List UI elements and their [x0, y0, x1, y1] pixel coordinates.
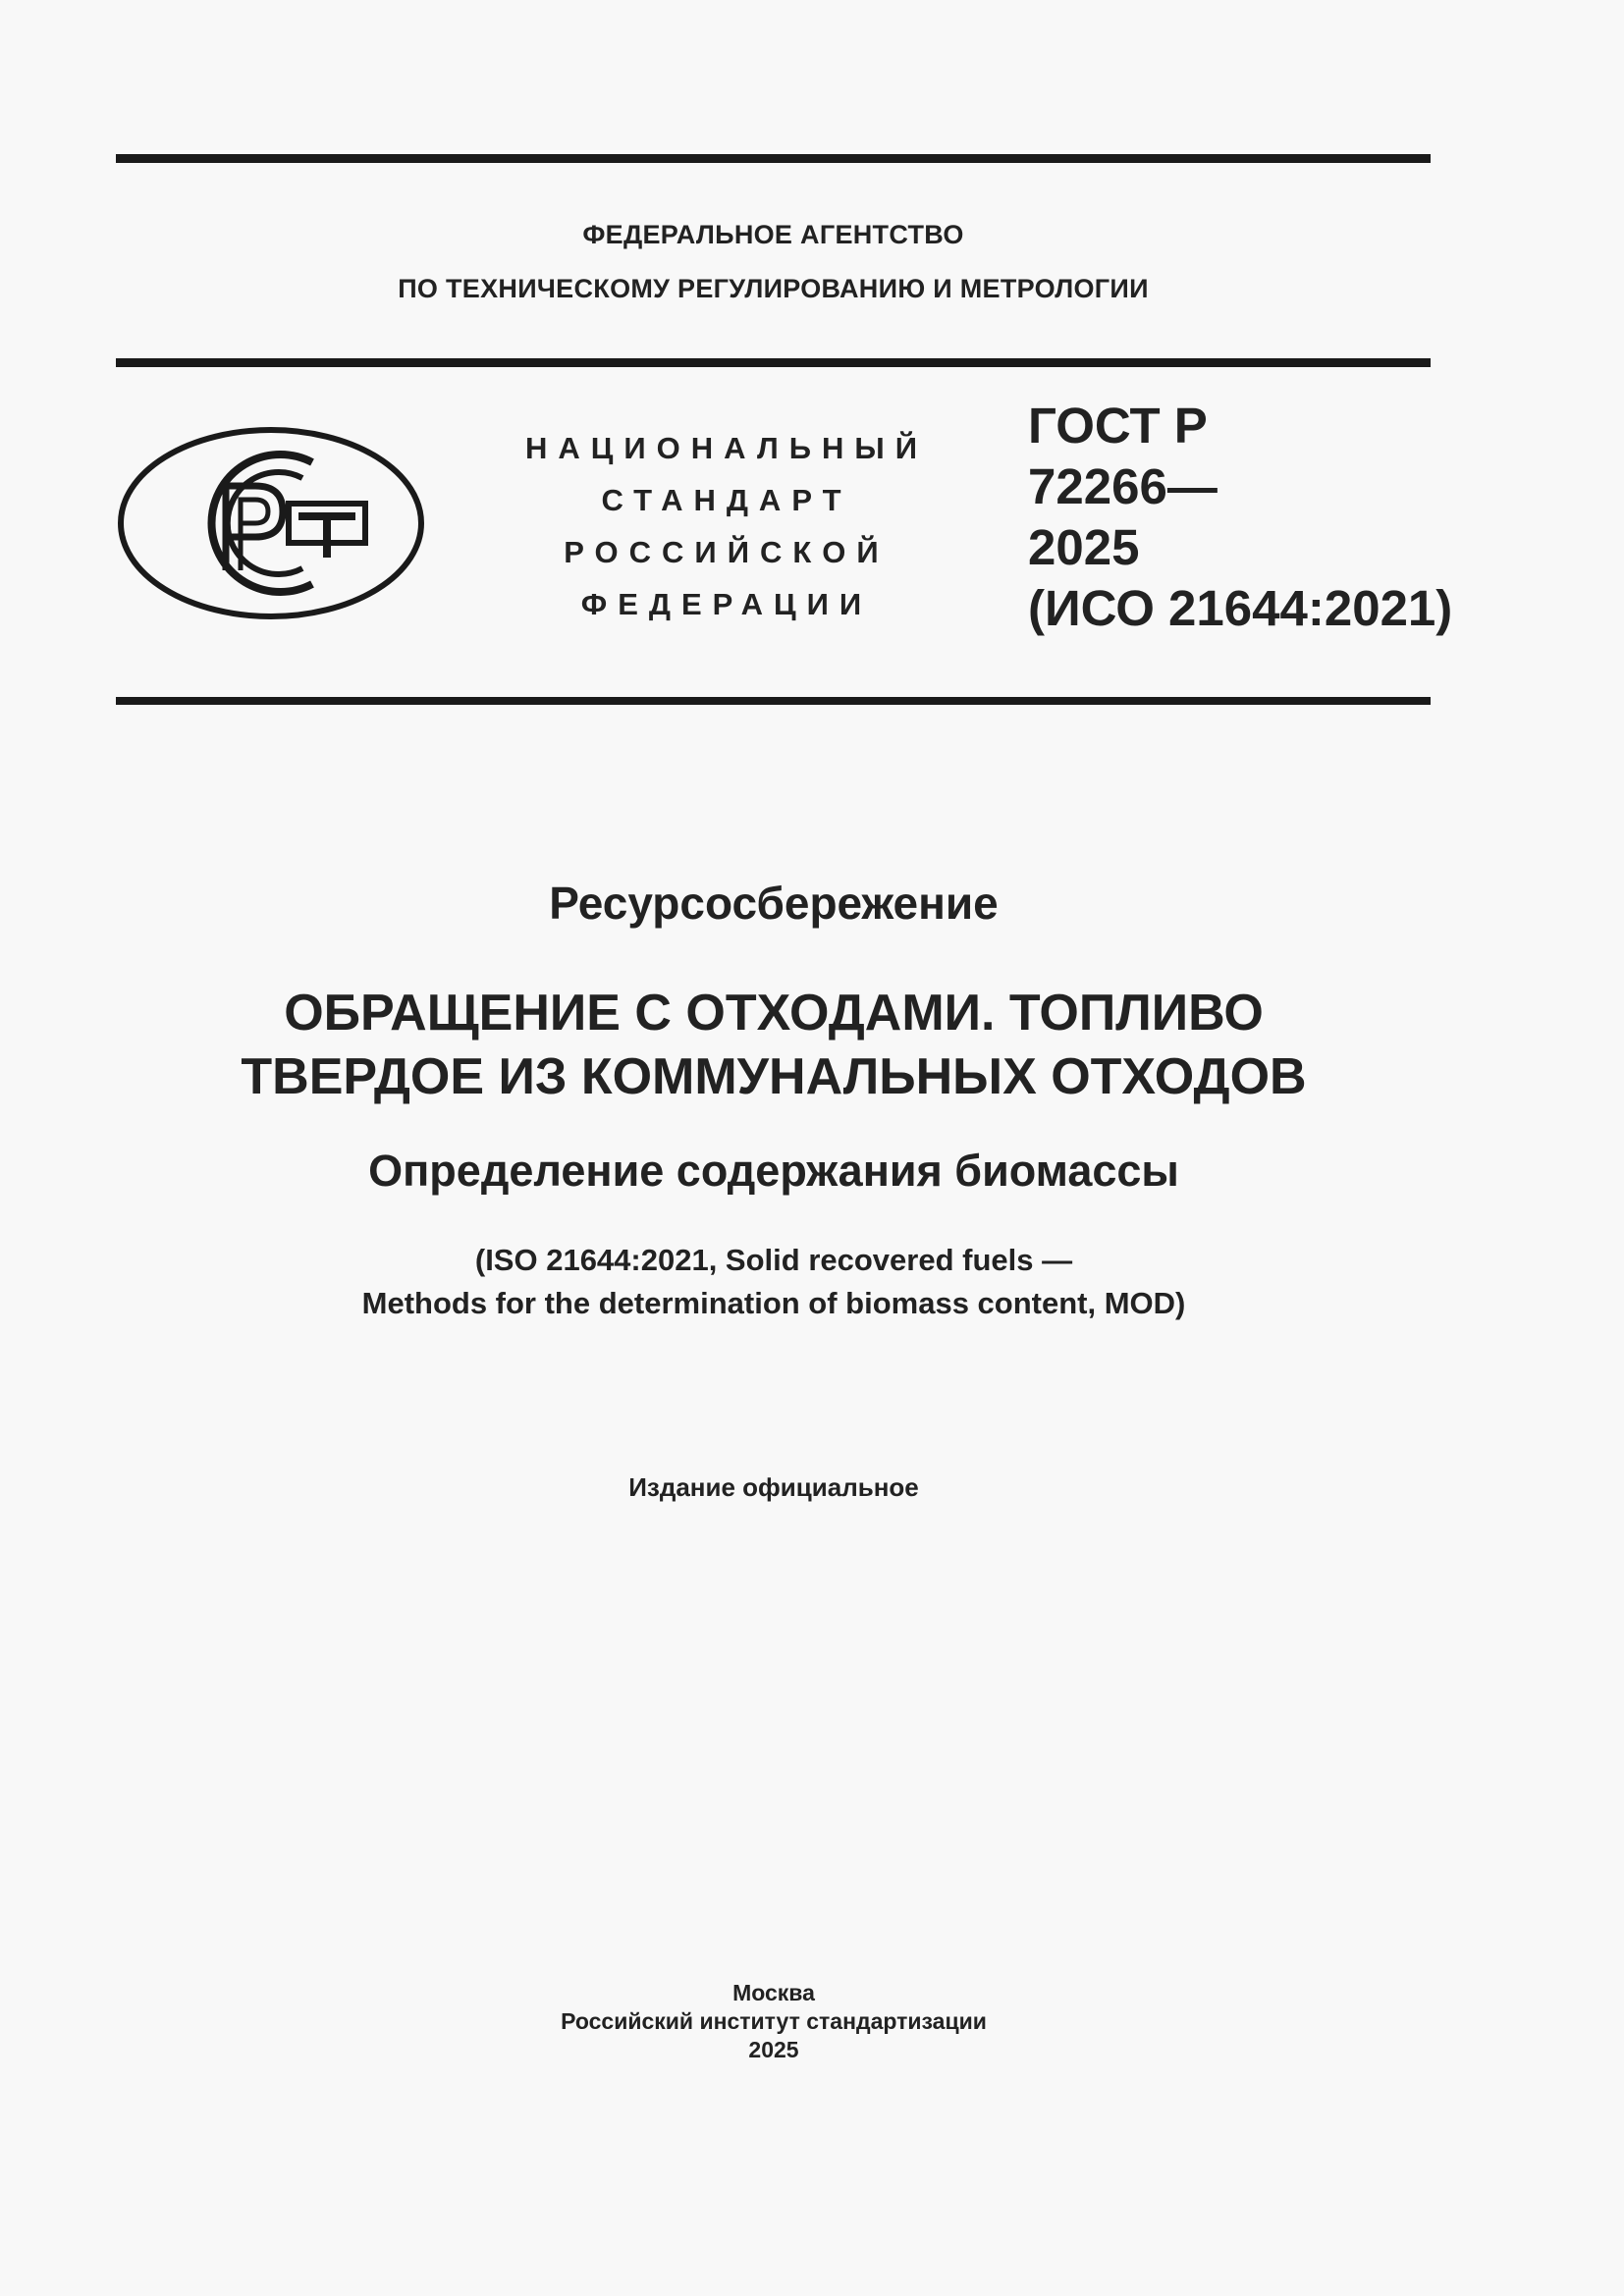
national-standard-label [491, 422, 962, 630]
gost-line: ГОСТ Р [1028, 398, 1208, 454]
subtitle: Определение содержания биомассы [368, 1146, 1179, 1196]
header-divider-rule [116, 358, 1431, 367]
national-standard-line: РОССИЙСКОЙ [564, 535, 890, 569]
gost-line: 2025 [1028, 519, 1140, 575]
iso-reference-line1: (ISO 21644:2021, Solid recovered fuels — [474, 1243, 1073, 1277]
rst-emblem-icon [116, 425, 426, 621]
publisher-institute: Российский институт стандартизации [561, 2008, 987, 2034]
main-title-line1: ОБРАЩЕНИЕ С ОТХОДАМИ. ТОПЛИВО [284, 985, 1264, 1041]
national-standard-line: ФЕДЕРАЦИИ [580, 587, 873, 621]
top-rule [116, 154, 1431, 163]
domain-heading: Ресурсосбережение [549, 878, 999, 929]
national-standard-line: НАЦИОНАЛЬНЫЙ [524, 431, 929, 465]
edition-label: Издание официальное [628, 1472, 919, 1502]
gost-line: (ИСО 21644:2021) [1028, 580, 1453, 636]
iso-reference-line2: Methods for the determination of biomass content, MOD) [361, 1286, 1186, 1320]
national-standard-line: СТАНДАРТ [601, 483, 852, 517]
gost-line: 72266— [1028, 458, 1218, 514]
agency-name-line1: ФЕДЕРАЛЬНОЕ АГЕНТСТВО [582, 220, 964, 249]
agency-name-line2: ПО ТЕХНИЧЕСКОМУ РЕГУЛИРОВАНИЮ И МЕТРОЛОГИИ [398, 274, 1149, 303]
title-block-rule [116, 697, 1431, 705]
publisher-city: Москва [732, 1980, 815, 2005]
main-title-line2: ТВЕРДОЕ ИЗ КОММУНАЛЬНЫХ ОТХОДОВ [241, 1048, 1307, 1105]
gost-designation [1028, 396, 1452, 639]
publication-year: 2025 [748, 2037, 799, 2062]
